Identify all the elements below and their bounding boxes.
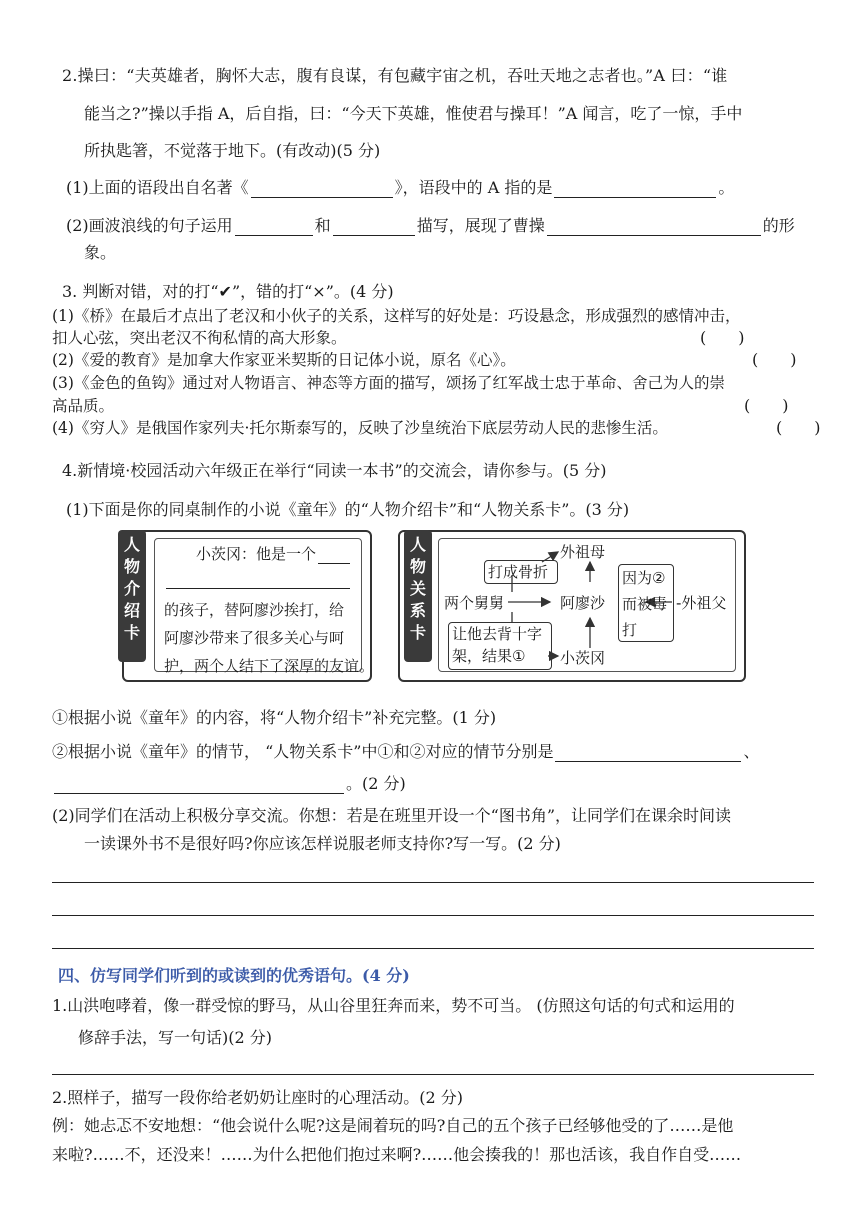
relation-because-c: 打 [622,621,638,639]
intro-line3: 的孩子，替阿廖沙挨打，给 [164,601,345,619]
relation-cross-a: 让他去背十字 [452,625,543,643]
q3-item4-paren[interactable]: ( ) [776,418,821,437]
q4-sub2-a: (2)同学们在活动上积极分享交流。你想：若是在班里开设一个“图书角”，让同学们在课余时间读 [52,806,732,825]
relation-gypsy: 小茨冈 [560,649,606,667]
answer-line-3[interactable] [52,948,814,949]
answer-blank-method1[interactable] [235,219,313,236]
sec4-example-a: 例：她忐忑不安地想：“他会说什么呢?这是闹着玩的吗?自己的五个孩子已经够他受的了……是他 [52,1116,734,1135]
relation-alyosha: 阿廖沙 [560,594,606,612]
q3-item3-paren[interactable]: ( ) [744,396,789,415]
answer-blank-person[interactable] [554,181,716,198]
q3-item1-paren[interactable]: ( ) [700,328,745,347]
answer-blank-method2[interactable] [333,219,415,236]
answer-blank-plot2[interactable] [54,777,344,794]
q2-sub1-text-a: (1)上面的语段出自名著《 [66,178,249,197]
q4-question-a: ①根据小说《童年》的内容，将“人物介绍卡”补充完整。(1 分) [52,708,497,727]
q2-sub2-text-d: 的形 [762,216,795,235]
relation-because-a: 因为② [622,569,666,587]
q2-sub2-end: 象。 [84,243,117,262]
answer-line-4[interactable] [52,1074,814,1075]
character-relation-card [398,530,746,682]
answer-blank-gypsy2[interactable] [166,572,350,589]
q2-sub1-text-b: 》，语段中的 A 指的是 [394,178,553,197]
sec4-example-b: 来啦?……不，还没来！……为什么把他们抱过来啊?……他会揍我的！那也活该，我自作自受…… [52,1145,742,1164]
q4-question-b [52,742,759,762]
tab-char: 物 [123,557,140,576]
q4-title: 4.新情境·校园活动六年级正在举行“同读一本书”的交流会，请你参与。(5 分) [62,461,607,480]
q3-title: 3. 判断对错，对的打“✔”，错的打“×”。(4 分) [62,282,394,301]
answer-blank-image[interactable] [547,219,761,236]
q2-sub2-text-b: 和 [314,216,331,235]
q3-item2-paren[interactable]: ( ) [752,350,797,369]
answer-line-2[interactable] [52,915,814,916]
q2-sub1-text-c: 。 [718,178,735,197]
answer-blank-gypsy1[interactable] [318,547,350,564]
q2-line3: 所执匙箸，不觉落于地下。(有改动)(5 分) [84,141,381,160]
tab-char: 卡 [409,623,426,642]
tab-char: 物 [409,557,426,576]
q2-line1: 2.操曰：“夫英雄者，胸怀大志，腹有良谋，有包藏宇宙之机，吞吐天地之志者也。”A 曰：“谁 [62,66,728,85]
q3-item1-b: 扣人心弦，突出老汉不徇私情的高大形象。 [52,329,347,347]
q2-sub1 [66,178,734,198]
q2-sub2 [66,216,795,236]
tab-char: 卡 [123,623,140,642]
q3-item3-b: 高品质。 [52,397,115,415]
q4-question-b-sep: 、 [743,742,760,761]
answer-blank-plot1[interactable] [555,745,741,762]
q4-question-b-text: ②根据小说《童年》的情节， “人物关系卡”中①和②对应的情节分别是 [52,742,554,761]
card-tab-intro [118,530,146,662]
relation-cross-b: 架，结果① [452,647,526,665]
q3-item4: (4)《穷人》是俄国作家列夫·托尔斯泰写的，反映了沙皇统治下底层劳动人民的悲惨生活。 [52,419,668,437]
q4-sub2-b: 一读课外书不是很好吗?你应该怎样说服老师支持你?写一写。(2 分) [84,834,561,853]
relation-grandpa-text: 外祖父 [681,594,727,612]
tab-char: 人 [409,535,426,554]
relation-grandma: 外祖母 [560,543,606,561]
intro-line5: 护，两个人结下了深厚的友谊。 [164,657,375,675]
q2-sub2-text-c: 描写，展现了曹操 [416,216,545,235]
q3-item1-a: (1)《桥》在最后才点出了老汉和小伙子的关系，这样写的好处是：巧设悬念，形成强烈的感情冲击， [52,307,741,325]
tab-char: 介 [123,579,140,598]
section4-title: 四、仿写同学们听到的或读到的优秀语句。(4 分) [58,966,410,985]
intro-line1-text: 小茨冈：他是一个 [196,545,317,563]
character-intro-card [122,530,375,682]
q4-question-b2 [52,774,406,794]
sec4-q2: 2.照样子，描写一段你给老奶奶让座时的心理活动。(2 分) [52,1088,464,1107]
q4-sub1: (1)下面是你的同桌制作的小说《童年》的“人物介绍卡”和“人物关系卡”。(3 分) [66,500,630,519]
q2-sub2-text-a: (2)画波浪线的句子运用 [66,216,233,235]
relation-broken: 打成骨折 [488,563,549,581]
answer-line-1[interactable] [52,882,814,883]
q3-item2: (2)《爱的教育》是加拿大作家亚米契斯的日记体小说，原名《心》。 [52,351,516,369]
tab-char: 人 [123,535,140,554]
relation-grandpa: -外祖父 [676,594,727,612]
q3-item3-a: (3)《金色的鱼钩》通过对人物语言、神态等方面的描写，颂扬了红军战士忠于革命、舍己为人的崇 [52,374,725,392]
intro-line1 [196,544,352,564]
sec4-q1-b: 修辞手法，写一句话)(2 分) [78,1028,272,1047]
relation-uncles: 两个舅舅 [444,594,505,612]
tab-char: 关 [409,579,426,598]
answer-blank-book[interactable] [251,181,393,198]
q4-question-b2-text: 。(2 分) [346,774,406,793]
q2-line2: 能当之?”操以手指 A，后自指，曰：“今天下英雄，惟使君与操耳！”A 闻言，吃了一惊，手中 [84,104,743,123]
tab-char: 绍 [123,601,140,620]
intro-line4: 阿廖沙带来了很多关心与呵 [164,629,345,647]
relation-because-b: 而被毒 [622,595,668,613]
sec4-q1-a: 1.山洪咆哮着，像一群受惊的野马，从山谷里狂奔而来，势不可当。 (仿照这句话的句式和运用的 [52,996,735,1015]
tab-char: 系 [409,601,426,620]
